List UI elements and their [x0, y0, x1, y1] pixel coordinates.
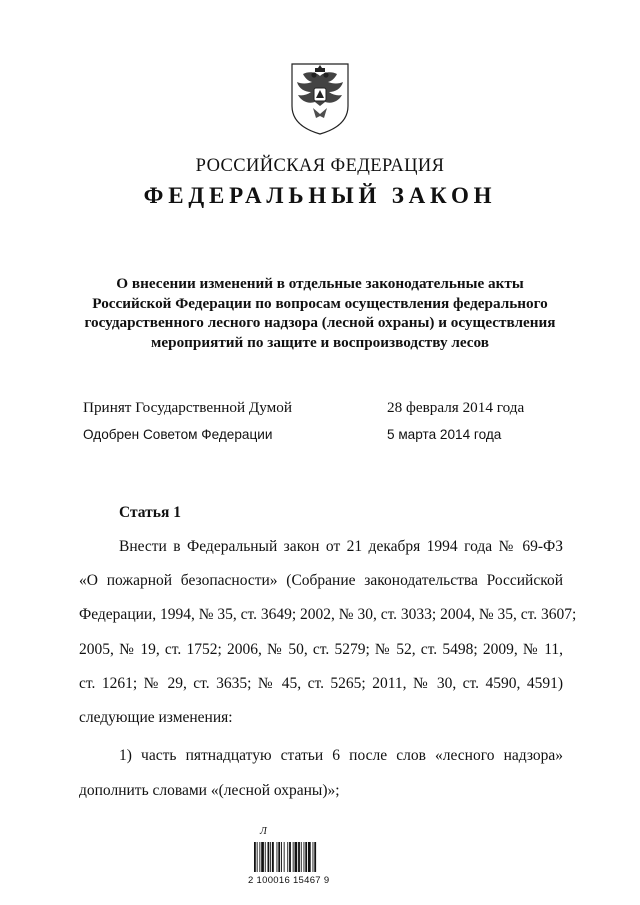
- article-text-line: ст. 1261; № 29, ст. 3635; № 45, ст. 5265; 2011, № 30, ст. 4590, 4591): [79, 675, 563, 692]
- coat-of-arms-icon: [289, 62, 351, 136]
- law-title-line: Российской Федерации по вопросам осуществления федерального: [92, 294, 548, 312]
- law-title: [70, 274, 570, 352]
- article-text-line: Внести в Федеральный закон от 21 декабря 1994 года № 69-ФЗ: [119, 538, 563, 555]
- article-heading: Статья 1: [119, 504, 181, 521]
- document-type: ФЕДЕРАЛЬНЫЙ ЗАКОН: [143, 183, 497, 208]
- barcode-number: 2 100016 15467 9: [248, 875, 330, 886]
- barcode-bars: [254, 842, 332, 872]
- council-approval-date: 5 марта 2014 года: [387, 427, 502, 442]
- article-text-line: «О пожарной безопасности» (Собрание законодательства Российской: [79, 572, 563, 589]
- barcode-mark: Л: [260, 826, 267, 837]
- article-text-line: Федерации, 1994, № 35, ст. 3649; 2002, № 30, ст. 3033; 2004, № 35, ст. 3607;: [79, 606, 577, 623]
- law-title-line: мероприятий по защите и воспроизводству лесов: [151, 333, 489, 351]
- article-text-line: дополнить словами «(лесной охраны)»;: [79, 782, 340, 799]
- barcode: [248, 820, 338, 886]
- council-approval-label: Одобрен Советом Федерации: [83, 427, 273, 442]
- law-title-line: О внесении изменений в отдельные законодательные акты: [116, 275, 524, 292]
- article-text-line: следующие изменения:: [79, 709, 233, 726]
- country-name: РОССИЙСКАЯ ФЕДЕРАЦИЯ: [195, 156, 445, 176]
- duma-adoption-label: Принят Государственной Думой: [83, 399, 292, 416]
- duma-adoption-date: 28 февраля 2014 года: [387, 399, 525, 416]
- law-title-line: государственного лесного надзора (лесной охраны) и осуществления: [84, 314, 556, 331]
- article-text-line: 1) часть пятнадцатую статьи 6 после слов «лесного надзора»: [119, 747, 563, 764]
- article-text-line: 2005, № 19, ст. 1752; 2006, № 50, ст. 5279; № 52, ст. 5498; 2009, № 11,: [79, 641, 563, 658]
